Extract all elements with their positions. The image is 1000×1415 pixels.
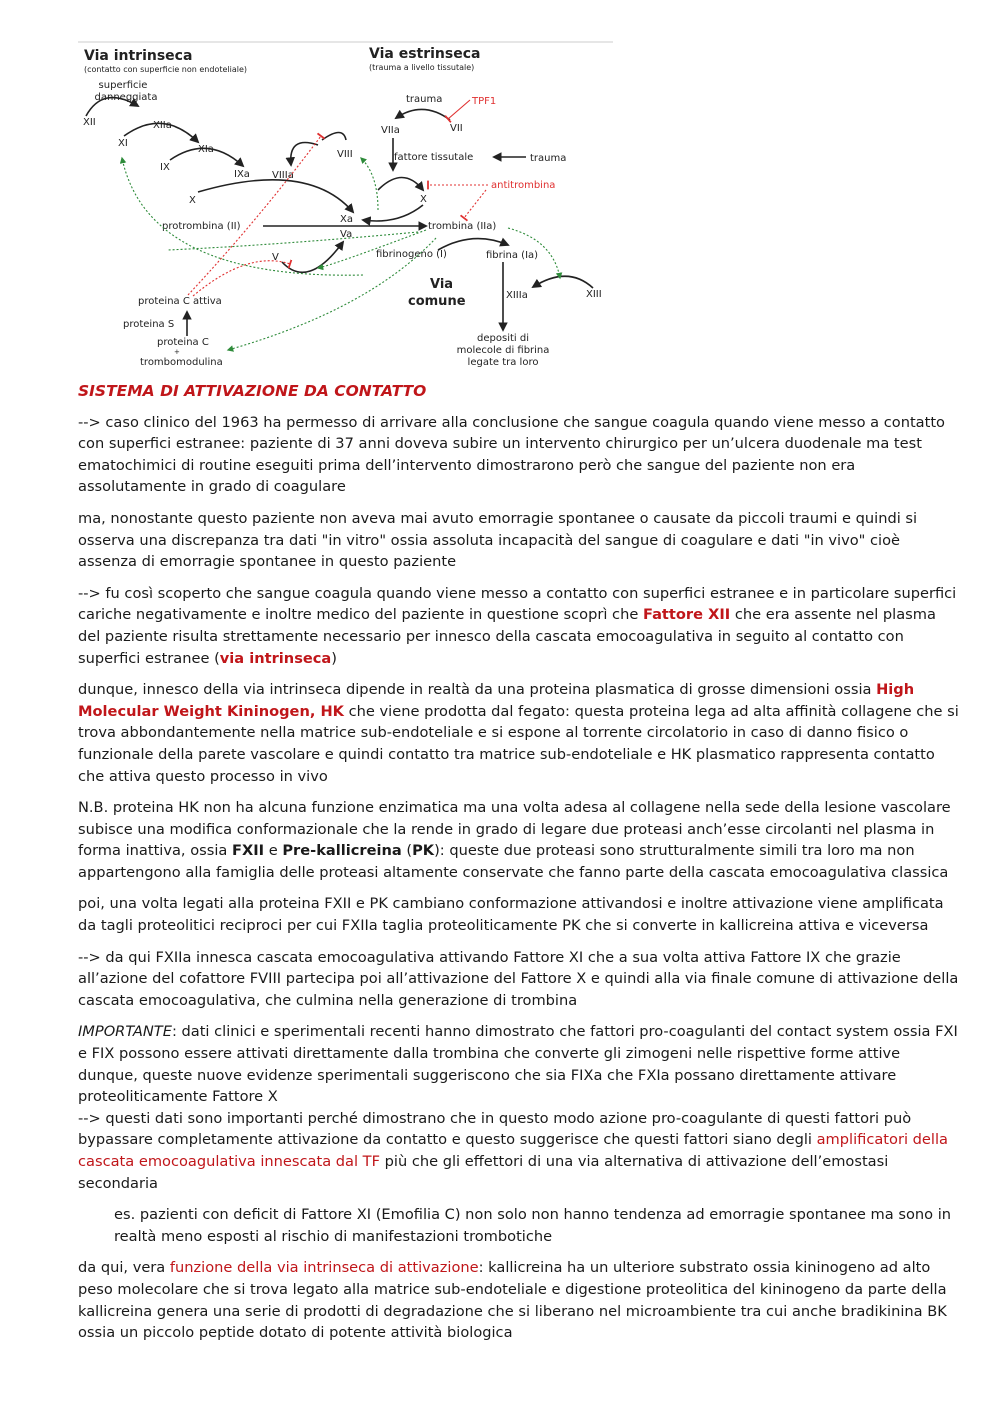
label-tpf1: TPF1: [472, 96, 497, 107]
section-title: SISTEMA DI ATTIVAZIONE DA CONTATTO: [78, 382, 427, 400]
label-trauma-right: trauma: [530, 153, 567, 164]
label-antithrombin: antitrombina: [491, 180, 556, 191]
p11-text-a: da qui, vera: [78, 1259, 170, 1277]
paragraph-8: [78, 1021, 962, 1107]
label-xi: XI: [118, 138, 128, 149]
label-viia: VIIa: [381, 125, 400, 136]
extrinsic-subtitle: (trauma a livello tissutale): [369, 63, 475, 72]
label-ixa: IXa: [234, 169, 250, 180]
coagulation-cascade-diagram: [78, 40, 613, 372]
label-xia: XIa: [198, 144, 214, 155]
bold-fxii: FXII: [231, 842, 265, 860]
label-viii: VIII: [337, 149, 353, 160]
label-plus: +: [174, 348, 180, 356]
label-prothrombin: protrombina (II): [162, 221, 241, 232]
label-vii: VII: [450, 123, 463, 134]
label-thrombomodulin: trombomodulina: [140, 357, 223, 368]
p5-text-a: N.B. proteina HK non ha alcuna funzione enzimatica ma una volta adesa al collagene nella sede della lesione vascolare subisce una modifica conformazionale che la rende in grado di legare due proteasi anch’esse circolanti nel plasma in forma inattiva, ossia: [78, 799, 951, 860]
bold-pk: PK: [412, 842, 435, 860]
intrinsic-title: Via intrinseca: [84, 48, 193, 64]
label-tissue-factor: fattore tissutale: [394, 152, 474, 163]
p3-text-c: che era assente nel plasma del paziente risulta strettamente necessario per innesco della cascata emocoagulativa in seguito al contatto con superfici estranee (: [78, 606, 936, 667]
label-deposits-1: depositi di: [477, 333, 529, 344]
label-thrombin: trombina (IIa): [428, 221, 497, 232]
label-fibrin: fibrina (Ia): [486, 250, 539, 261]
intrinsic-subtitle: (contatto con superficie non endoteliale): [84, 65, 248, 74]
label-xii: XII: [83, 117, 96, 128]
label-xa: Xa: [340, 214, 353, 225]
p9-text-a: --> questi dati sono importanti perché dimostrano che in questo modo azione pro-coagulante di questi fattori può bypassare completamente attivazione da contatto e questo suggerisce che questi fattori siano degli: [78, 1109, 912, 1149]
highlight-hk: High Molecular Weight Kininogen, HK: [78, 681, 915, 720]
p9-text-c: più che gli effettori di una via alternativa di attivazione dell’emostasi secondaria: [78, 1153, 889, 1192]
arc-vii-viia: [396, 109, 450, 120]
inhibit-tpf1: [448, 100, 470, 119]
label-xiiia: XIIIa: [506, 290, 528, 301]
p3-text-e: ): [331, 649, 337, 667]
paragraph-3: [78, 583, 962, 669]
extrinsic-title: Via estrinseca: [369, 46, 481, 62]
highlight-via-intrinseca: via intrinseca: [219, 649, 332, 667]
label-fibrinogen: fibrinogeno (I): [376, 249, 447, 260]
p5-text-g: ): queste due proteasi sono strutturalmente simili tra loro ma non appartengono alla famiglia delle proteasi altamente conservate che fanno parte della cascata emocoagulativa classica: [78, 842, 949, 881]
paragraph-5: [78, 797, 962, 883]
arc-fibrinogen-fibrin: [438, 239, 508, 250]
label-x-right: X: [420, 194, 427, 205]
arc-v-va: [282, 242, 343, 272]
label-common-via: Via: [430, 277, 454, 292]
paragraph-7: --> da qui FXIIa innesca cascata emocoagulativa attivando Fattore XI che a sua volta attiva Fattore IX che grazie all’azione del cofattore FVIII partecipa poi all’attivazione del Fattore X e quindi alla via finale comune di attivazione della cascata emocoagulativa, che culmina nella generazione di trombina: [78, 948, 959, 1009]
paragraph-4: [78, 679, 962, 787]
inhibit-va: [193, 261, 290, 296]
paragraph-10: es. pazienti con deficit di Fattore XI (Emofilia C) non solo non hanno tendenza ad emorragie spontanee ma sono in realtà meno esposti al rischio di manifestazioni trombotiche: [114, 1206, 951, 1245]
label-trauma-top: trauma: [406, 94, 443, 105]
label-protein-s: proteina S: [123, 319, 175, 330]
paragraph-1: --> caso clinico del 1963 ha permesso di arrivare alla conclusione che sangue coagula quando viene messo a contatto con superfici estranee: paziente di 37 anni doveva subire un intervento chirurgico per un’ulcera duodenale ma test ematochimici di routine eseguiti prima dell’intervento dimostrarono però che sangue del paziente non era assolutamente in grado di coagulare: [78, 413, 945, 496]
highlight-funzione-via-intrinseca: funzione della via intrinseca di attivazione: [169, 1259, 479, 1277]
p5-text-e: (: [401, 842, 413, 860]
p4-text-c: che viene prodotta dal fegato: questa proteina lega ad alta affinità collagene che si trova abbondantemente nella matrice sub-endoteliale e si espone al torrente circolatorio in caso di danno fisico o funzionale della parete vascolare e quindi contatto tra matrice sub-endoteliale e HK plasmatico rappresenta contatto che attiva questo processo in vivo: [78, 702, 959, 785]
arc-x-right: [378, 178, 423, 191]
document-body: [78, 381, 962, 1354]
arc-viii-top: [322, 133, 346, 141]
p11-text-c: : kallicreina ha un ulteriore substrato ossia kininogeno ad alto peso molecolare che si trova legato alla matrice sub-endoteliale e digestione proteolitica del kininogeno da parte della kallicreina genera una serie di prodotti di degradazione che si liberano nel microambiente tra cui anche bradikinina BK ossia un piccolo peptide dotato di potente attività biologica: [78, 1259, 947, 1342]
label-v: V: [272, 252, 279, 263]
arc-viii-viiia: [291, 143, 318, 166]
label-deposits-2: molecole di fibrina: [456, 345, 550, 356]
label-xiia: XIIa: [153, 120, 172, 131]
arc-x-right-to-xa: [363, 205, 423, 221]
arc-x-xa: [198, 180, 353, 212]
inhibit-viiia: [188, 136, 321, 295]
label-common-comune: comune: [408, 294, 466, 309]
label-deposits-3: legate tra loro: [467, 357, 539, 368]
label-viiia: VIIIa: [272, 170, 294, 181]
italic-importante: IMPORTANTE: [78, 1023, 172, 1041]
paragraph-6: poi, una volta legati alla proteina FXII e PK cambiano conformazione attivandosi e inoltre attivazione viene amplificata da tagli proteolitici reciproci per cui FXIIa taglia proteoliticamente PK che si converte in kallicreina attiva e viceversa: [78, 895, 944, 935]
p8-text-b: : dati clinici e sperimentali recenti hanno dimostrato che fattori pro-coagulanti del contact system ossia FXI e FIX possono essere attivati direttamente dalla trombina che converte gli zimogeni nelle rispettive forme attive dunque, queste nuove evidenze sperimentali suggeriscono che sia FIXa che FXIa possano direttamente attivare proteoliticamente Fattore X: [78, 1023, 958, 1106]
label-xiii: XIII: [586, 289, 602, 300]
label-ix: IX: [160, 162, 170, 173]
label-surface: superficie: [98, 80, 148, 91]
inhibit-antithrombin-thrombin: [464, 190, 486, 218]
paragraph-2: ma, nonostante questo paziente non aveva mai avuto emorragie spontanee o causate da piccoli traumi e quindi si osserva una discrepanza tra dati "in vitro" ossia assoluta incapacità del sangue di coagulare e dati "in vivo" cioè assenza di emorragie spontanee in questo paziente: [78, 509, 918, 571]
p4-text-a: dunque, innesco della via intrinseca dipende in realtà da una proteina plasmatica di grosse dimensioni ossia: [78, 681, 877, 699]
highlight-fattore-xii: Fattore XII: [642, 606, 731, 624]
bold-pre-kallicreina: Pre-kallicreina: [282, 842, 402, 860]
thrombin-to-viii: [361, 158, 378, 210]
highlight-amplificatori: amplificatori della cascata emocoagulativa innescata dal TF: [78, 1131, 948, 1170]
label-protein-c-active: proteina C attiva: [138, 296, 222, 307]
paragraph-11: [78, 1257, 962, 1343]
label-x-left: X: [189, 195, 196, 206]
p3-text-a: --> fu così scoperto che sangue coagula quando viene messo a contatto con superfici estranee e in particolare superfici cariche negativamente e inoltre medico del paziente in questione scoprì che: [78, 584, 957, 624]
label-va: Va: [340, 229, 353, 240]
paragraph-9: [78, 1108, 962, 1194]
label-damaged: danneggiata: [94, 92, 158, 103]
p5-text-c: e: [264, 842, 283, 860]
label-protein-c: proteina C: [157, 337, 209, 348]
arc-xiii-xiiia: [533, 276, 593, 288]
